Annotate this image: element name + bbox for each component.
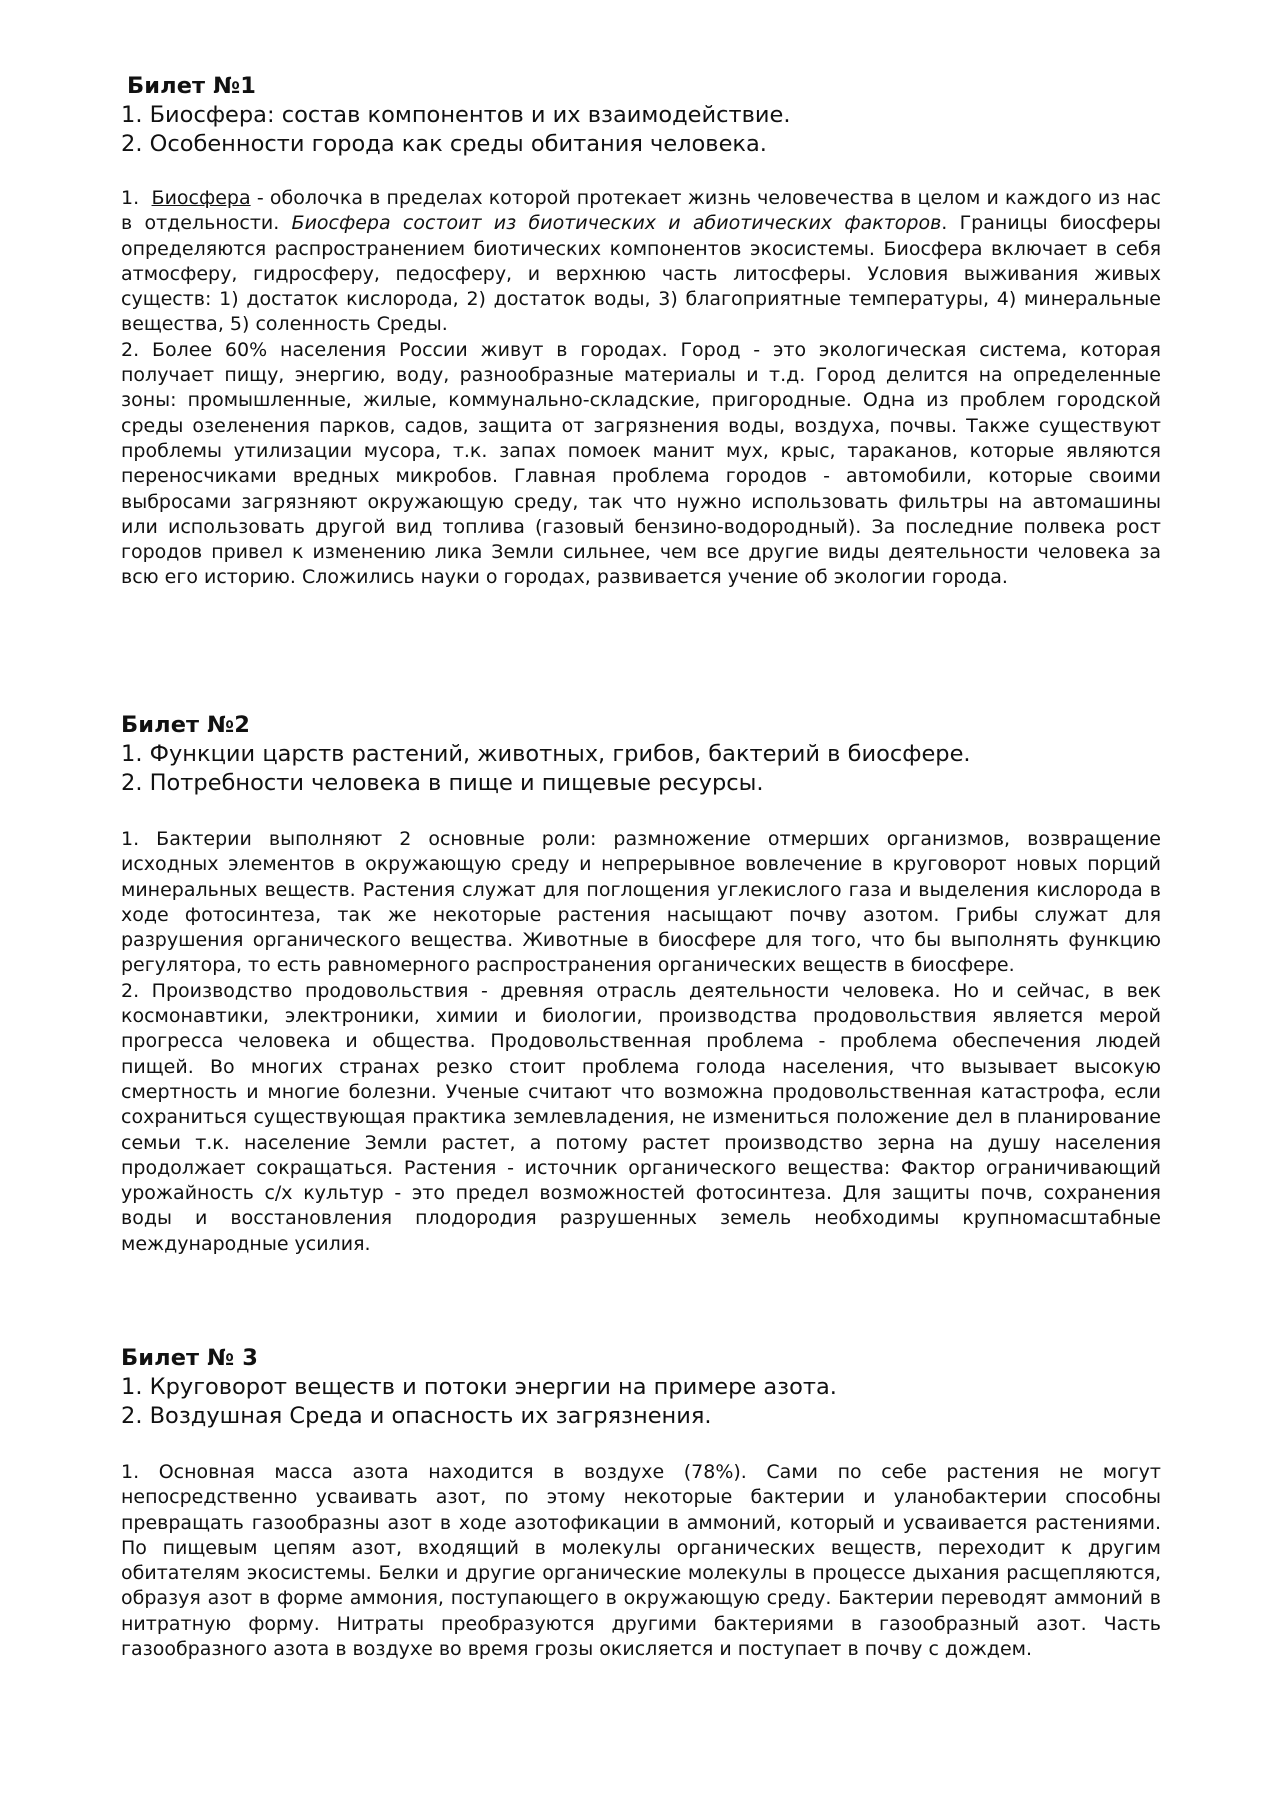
answer-text: - оболочка в пределах которой протекает жизнь человечества в целом и каждого из нас в отдельности. [121, 187, 1161, 235]
question-1: 1. Круговорот веществ и потоки энергии на примере азота. [121, 1374, 837, 1400]
answers-block [121, 186, 1161, 591]
ticket-title: Билет №1 [127, 73, 257, 99]
answer-number: 1. [121, 187, 152, 209]
answer-1: 1. Бактерии выполняют 2 основные роли: размножение отмерших организмов, возвращение исходных элементов в окружающую среду и непрерывное вовлечение в круговорот новых порций минеральных веществ. Растения служат для поглощения углекислого газа и выделения кислорода в ходе фотосинтеза, так же некоторые растения насыщают почву азотом. Грибы служат для разрушения органического вещества. Животные в биосфере для того, что бы выполнять функцию регулятора, то есть равномерного распространения органических веществ в биосфере. [121, 828, 1161, 977]
answer-text-rest: . Границы биосферы определяются распространением биотических компонентов экосистемы. Биосфера включает в себя атмосферу, гидросферу, педосферу, и верхнюю часть литосферы. Условия выживания живых существ: 1) достаток кислорода, 2) достаток воды, 3) благоприятные температуры, 4) минеральные вещества, 5) соленность Среды. [121, 212, 1161, 336]
question-1: 1. Функции царств растений, животных, грибов, бактерий в биосфере. [121, 741, 971, 767]
term-biosphere: Биосфера [151, 187, 251, 209]
question-2: 2. Воздушная Среда и опасность их загрязнения. [121, 1403, 712, 1429]
answers-block [121, 827, 1161, 1257]
ticket-title: Билет №2 [121, 712, 251, 738]
answer-2: 2. Производство продовольствия - древняя отрасль деятельности человека. Но и сейчас, в век космонавтики, электроники, химии и биологии, производства продовольствия является мерой прогресса человека и общества. Продовольственная проблема - проблема обеспечения людей пищей. Во многих странах резко стоит проблема голода населения, что вызывает высокую смертность и многие болезни. Ученые считают что возможна продовольственная катастрофа, если сохраниться существующая практика землевладения, не измениться положение дел в планирование семьи т.к. население Земли растет, а потому растет производство зерна на душу населения продолжает сокращаться. Растения - источник органического вещества: Фактор ограничивающий урожайность с/х культур - это предел возможностей фотосинтеза. Для защиты почв, сохранения воды и восстановления плодородия разрушенных земель необходимы крупномасштабные международные усилия. [121, 979, 1161, 1255]
ticket-1 [121, 72, 1161, 591]
answer-2: 2. Более 60% населения России живут в городах. Город - это экологическая система, которая получает пищу, энергию, воду, разнообразные материалы и т.д. Город делится на определенные зоны: промышленные, жилые, коммунально-складские, пригородные. Одна из проблем городской среды озеленения парков, садов, защита от загрязнения воды, воздуха, почвы. Также существуют проблемы утилизации мусора, т.к. запах помоек манит мух, крыс, тараканов, которые являются переносчиками вредных микробов. Главная проблема городов - автомобили, которые своими выбросами загрязняют окружающую среду, так что нужно использовать фильтры на автомашины или использовать другой вид топлива (газовый бензино-водородный). За последние полвека рост городов привел к изменению лика Земли сильнее, чем все другие виды деятельности человека за всю его историю. Сложились науки о городах, развивается учение об экологии города. [121, 338, 1161, 589]
answers-block [121, 1460, 1161, 1662]
answer-1 [121, 186, 1161, 338]
question-2: 2. Потребности человека в пище и пищевые ресурсы. [121, 770, 764, 796]
answer-1: 1. Основная масса азота находится в воздухе (78%). Сами по себе растения не могут непосредственно усваивать азот, по этому некоторые бактерии и уланобактерии способны превращать газообразны азот в ходе азотофикации в аммоний, который и усваивается растениями. По пищевым цепям азот, входящий в молекулы органических веществ, переходит к другим обитателям экосистемы. Белки и другие органические молекулы в процессе дыхания расщепляются, образуя азот в форме аммония, поступающего в окружающую среду. Бактерии переводят аммоний в нитратную форму. Нитраты преобразуются другими бактериями в газообразный азот. Часть газообразного азота в воздухе во время грозы окисляется и поступает в почву с дождем. [121, 1461, 1161, 1661]
question-1: 1. Биосфера: состав компонентов и их взаимодействие. [121, 102, 791, 128]
italic-definition: Биосфера состоит из биотических и абиотических факторов [291, 212, 942, 235]
ticket-title: Билет № 3 [121, 1345, 258, 1371]
question-2: 2. Особенности города как среды обитания человека. [121, 131, 767, 157]
ticket-3 [121, 1344, 1161, 1662]
ticket-2 [121, 711, 1161, 1257]
